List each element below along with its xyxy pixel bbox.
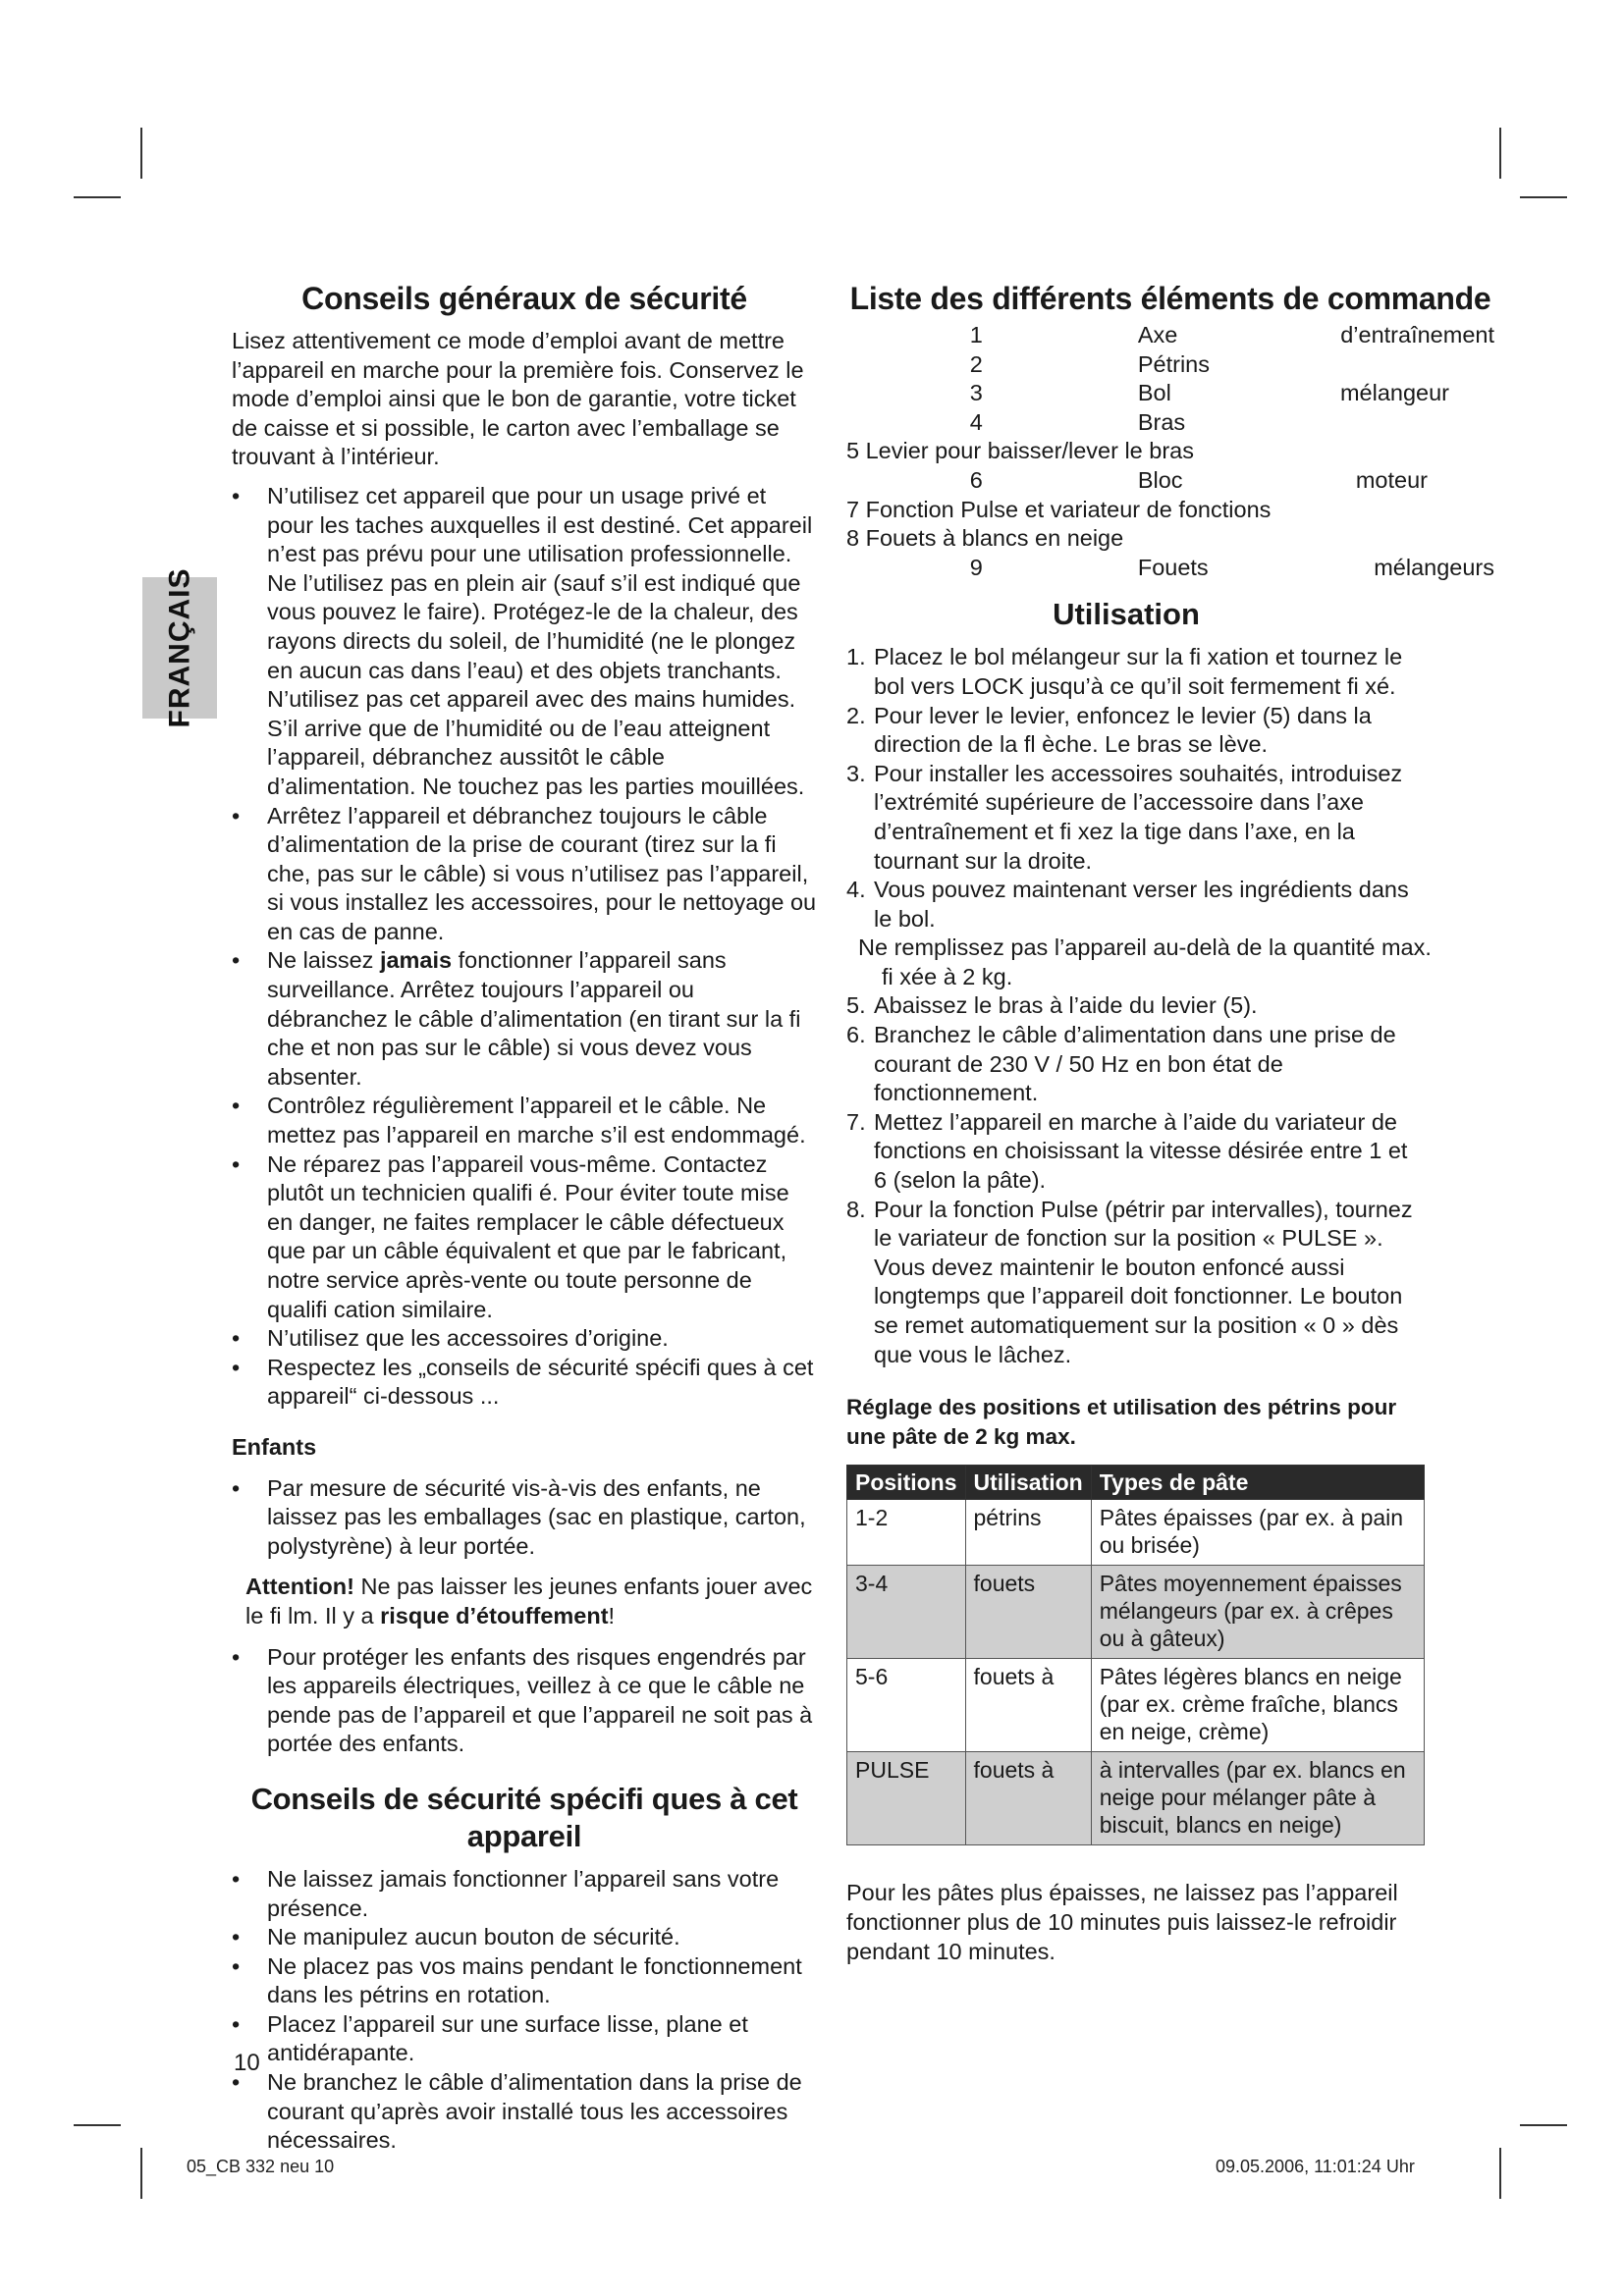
- crop-mark: [140, 2148, 142, 2199]
- element-row: 7 Fonction Pulse et variateur de fonctions: [846, 496, 1272, 522]
- list-item: • Ne laissez jamais fonctionner l’appareil sans votre présence.: [232, 1865, 817, 1923]
- print-slug-left: 05_CB 332 neu 10: [187, 2157, 335, 2176]
- language-tab: [142, 567, 217, 728]
- right-column: [846, 280, 1494, 1966]
- list-item: • Placez l’appareil sur une surface lisse, plane et antidérapante.: [232, 2010, 817, 2068]
- list-item: • N’utilisez cet appareil que pour un usage privé et pour les taches auxquelles il est destiné. Cet appareil n’est pas prévu pour une utilisation professionnelle. Ne l’utilisez pas en plein air (sauf s’il est indiqué que vous pouvez le faire). Protégez-le de la chaleur, des rayons directs du soleil, de l’humidité (ne le plongez en aucun cas dans l’eau) et des objets tranchants. N’utilisez pas cet appareil avec des mains humides. S’il arrive que de l’humidité ou de l’eau atteignent l’appareil, débranchez aussitôt le câble d’alimentation. Ne touchez pas les parties mouillées.: [232, 482, 817, 802]
- col-header: Types de pâte: [1091, 1466, 1424, 1500]
- list-item: • Ne réparez pas l’appareil vous-même. Contactez plutôt un technicien qualifi é. Pour éviter toute mise en danger, ne faites remplacer le câble défectueux que par un câble équivalent et que par le fabricant, notre service après-vente ou toute personne de qualifi cation similaire.: [232, 1150, 817, 1325]
- col-header: Positions: [847, 1466, 966, 1500]
- usage-steps-2: [846, 991, 1426, 1369]
- table-row: PULSE fouets à à intervalles (par ex. blancs en neige pour mélanger pâte à biscuit, blancs en neige): [847, 1752, 1425, 1845]
- children-list: [232, 1474, 817, 1562]
- children-heading: Enfants: [232, 1433, 317, 1460]
- intro-paragraph: Lisez attentivement ce mode d’emploi avant de mettre l’appareil en marche pour la première fois. Conservez le mode d’emploi ainsi que le bon de garantie, votre ticket de caisse et si possible, le carton avec l’emballage se trouvant à l’intérieur.: [232, 328, 804, 470]
- list-item: • Par mesure de sécurité vis-à-vis des enfants, ne laissez pas les emballages (sac en plastique, carton, polystyrène) à leur portée.: [232, 1474, 817, 1562]
- list-item: 4. Vous pouvez maintenant verser les ingrédients dans le bol.: [846, 877, 1409, 932]
- list-item: • Ne laissez jamais fonctionner l’appareil sans surveillance. Arrêtez toujours l’appareil ou débranchez le câble d’alimentation (en tirant sur la fi che et non pas sur le câble) si vous devez vous absenter.: [232, 946, 817, 1092]
- crop-mark: [74, 2124, 121, 2126]
- element-row: 3 Bol mélangeur: [969, 380, 1449, 406]
- children-list-2: [232, 1643, 817, 1759]
- safety-list: [232, 482, 817, 1412]
- list-item: • Respectez les „conseils de sécurité spécifi ques à cet appareil“ ci-dessous ...: [232, 1354, 817, 1412]
- crop-mark: [140, 128, 142, 179]
- element-row: 6 Bloc moteur: [969, 466, 1428, 493]
- element-row: 9 Fouets mélangeurs: [969, 554, 1494, 580]
- max-quantity-note-2: fi xée à 2 kg.: [882, 963, 1013, 989]
- element-row: 1 Axe d’entraînement: [969, 322, 1494, 347]
- crop-mark: [1520, 196, 1567, 198]
- left-column: [232, 280, 817, 2156]
- elements-list: [846, 321, 1494, 582]
- closing-paragraph: Pour les pâtes plus épaisses, ne laissez pas l’appareil fonctionner plus de 10 minutes puis laissez-le refroidir pendant 10 minutes.: [846, 1880, 1398, 1964]
- list-item: • Pour protéger les enfants des risques engendrés par les appareils électriques, veillez à ce que le câble ne pende pas de l’appareil et que l’appareil ne soit pas à portée des enfants.: [232, 1643, 817, 1759]
- list-item: • Arrêtez l’appareil et débranchez toujours le câble d’alimentation de la prise de courant (tirez sur la fi che, pas sur le câble) si vous n’utilisez pas l’appareil, si vous installez les accessoires, pour le nettoyage ou en cas de panne.: [232, 802, 817, 947]
- positions-table: [846, 1465, 1425, 1845]
- attention-note: Attention! Ne pas laisser les jeunes enfants jouer avec le fi lm. Il y a risque d’étouffement!: [245, 1574, 813, 1629]
- list-item: 3. Pour installer les accessoires souhaités, introduisez l’extrémité supérieure de l’accessoire dans l’axe d’entraînement et fi xez la tige dans l’axe, en la tournant sur la droite.: [846, 760, 1403, 874]
- specific-safety-list: [232, 1865, 817, 2156]
- table-row: 5-6 fouets à Pâtes légères blancs en neige (par ex. crème fraîche, blancs en neige, crème): [847, 1659, 1425, 1752]
- list-item: 5. Abaissez le bras à l’aide du levier (5).: [846, 992, 1258, 1019]
- crop-mark: [74, 196, 121, 198]
- list-item: 8. Pour la fonction Pulse (pétrir par intervalles), tournez le variateur de fonction sur la position « PULSE ». Vous devez maintenir le bouton enfoncé aussi longtemps que l’appareil doit fonctionner. Le bouton se remet automatiquement sur la position « 0 » dès que vous le lâchez.: [846, 1196, 1413, 1367]
- crop-mark: [1499, 2148, 1501, 2199]
- print-slug-right: 09.05.2006, 11:01:24 Uhr: [1216, 2157, 1415, 2176]
- table-heading: Réglage des positions et utilisation des pétrins pour une pâte de 2 kg max.: [846, 1395, 1397, 1449]
- element-row: 4 Bras: [969, 408, 1186, 435]
- list-item: 2. Pour lever le levier, enfoncez le levier (5) dans la direction de la fl èche. Le bras se lève.: [846, 702, 1372, 758]
- language-tab-label: FRANÇAIS: [163, 567, 195, 728]
- table-row: 3-4 fouets Pâtes moyennement épaisses mélangeurs (par ex. à crêpes ou à gâteux): [847, 1566, 1425, 1659]
- list-item: 6. Branchez le câble d’alimentation dans une prise de courant de 230 V / 50 Hz en bon état de fonctionnement.: [846, 1022, 1396, 1106]
- crop-mark: [1499, 128, 1501, 179]
- list-item: • Ne branchez le câble d’alimentation dans la prise de courant qu’après avoir installé tous les accessoires nécessaires.: [232, 2068, 817, 2156]
- usage-steps: [846, 643, 1426, 934]
- list-item: • N’utilisez que les accessoires d’origine.: [232, 1324, 817, 1354]
- list-item: 1. Placez le bol mélangeur sur la fi xation et tournez le bol vers LOCK jusqu’à ce qu’il soit fermement fi xé.: [846, 644, 1403, 699]
- element-row: 5 Levier pour baisser/lever le bras: [846, 438, 1194, 464]
- element-row: 2 Pétrins: [969, 350, 1210, 377]
- list-item: • Ne placez pas vos mains pendant le fonctionnement dans les pétrins en rotation.: [232, 1952, 817, 2010]
- col-header: Utilisation: [965, 1466, 1091, 1500]
- specific-safety-title: Conseils de sécurité spécifi ques à cet appareil: [250, 1781, 798, 1853]
- usage-title: Utilisation: [1053, 597, 1200, 632]
- max-quantity-note: Ne remplissez pas l’appareil au-delà de la quantité max.: [858, 934, 1432, 961]
- table-header-row: [847, 1466, 1425, 1500]
- elements-title: Liste des différents éléments de commande: [849, 281, 1491, 316]
- page-number: 10: [234, 2050, 260, 2076]
- list-item: • Contrôlez régulièrement l’appareil et le câble. Ne mettez pas l’appareil en marche s’il est endommagé.: [232, 1092, 817, 1149]
- list-item: • Ne manipulez aucun bouton de sécurité.: [232, 1923, 817, 1952]
- element-row: 8 Fouets à blancs en neige: [846, 525, 1124, 552]
- list-item: 7. Mettez l’appareil en marche à l’aide du variateur de fonctions en choisissant la vitesse désirée entre 1 et 6 (selon la pâte).: [846, 1108, 1408, 1194]
- crop-mark: [1520, 2124, 1567, 2126]
- table-row: 1-2 pétrins Pâtes épaisses (par ex. à pain ou brisée): [847, 1500, 1425, 1566]
- general-safety-title: Conseils généraux de sécurité: [301, 281, 747, 316]
